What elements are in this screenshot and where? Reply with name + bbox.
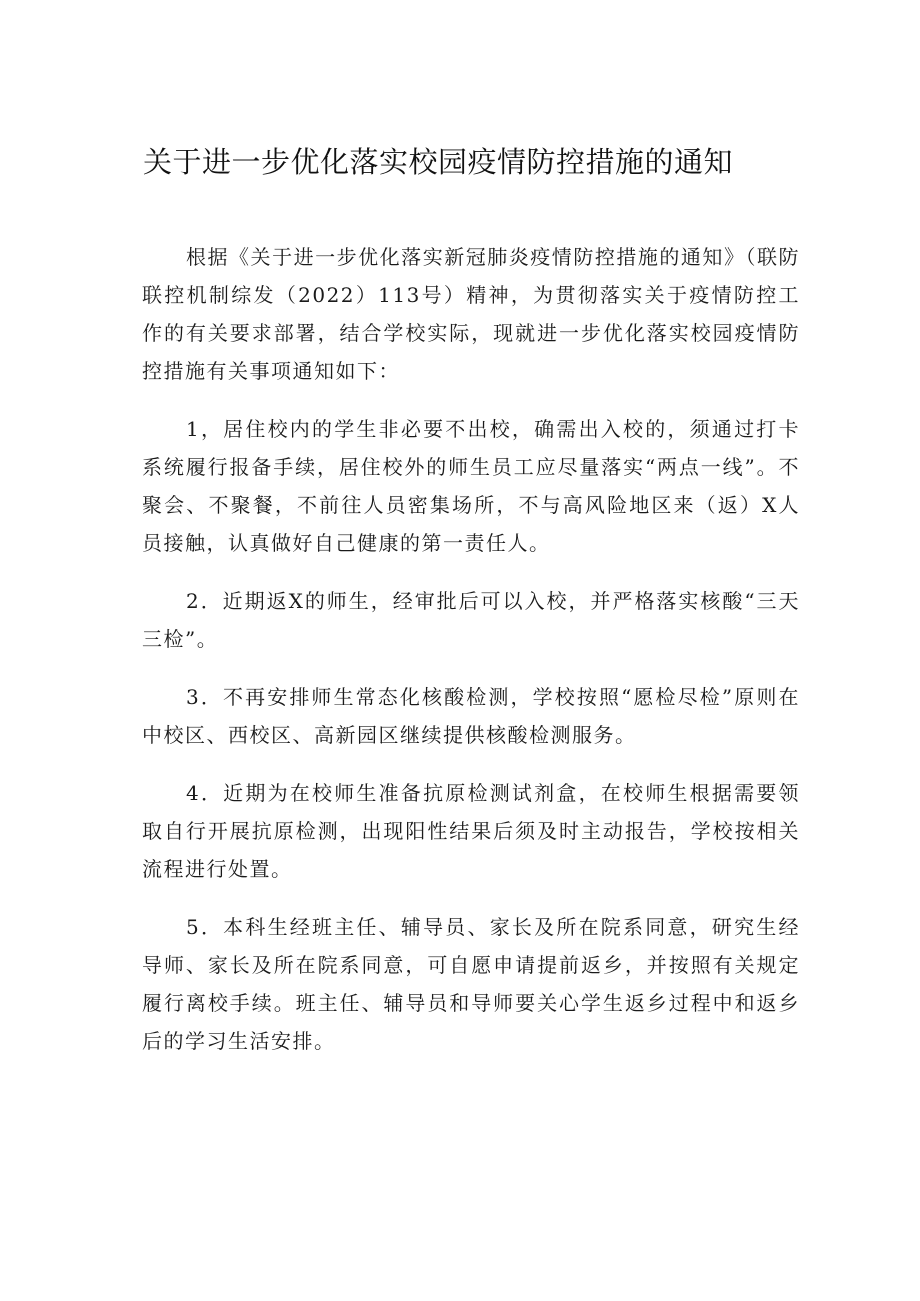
paragraph-item-1: 1，居住校内的学生非必要不出校，确需出入校的，须通过打卡系统履行报备手续，居住校外的师生员工应尽量落实“两点一线”。不聚会、不聚餐，不前往人员密集场所，不与高风险地区来（返）X人员接触，认真做好自己健康的第一责任人。 [142, 417, 800, 555]
paragraph-item-2: 2．近期返X的师生，经审批后可以入校，并严格落实核酸“三天三检”。 [142, 589, 800, 651]
paragraph-item-5: 5．本科生经班主任、辅导员、家长及所在院系同意，研究生经导师、家长及所在院系同意，可自愿申请提前返乡，并按照有关规定履行离校手续。班主任、辅导员和导师要关心学生返乡过程中和返乡后的学习生活安排。 [142, 915, 800, 1053]
paragraph-item-3: 3．不再安排师生常态化核酸检测，学校按照“愿检尽检”原则在中校区、西校区、高新园区继续提供核酸检测服务。 [142, 685, 800, 747]
document-title: 关于进一步优化落实校园疫情防控措施的通知 [143, 145, 734, 179]
paragraph-item-4: 4．近期为在校师生准备抗原检测试剂盒，在校师生根据需要领取自行开展抗原检测，出现阳性结果后须及时主动报告，学校按相关流程进行处置。 [142, 781, 800, 881]
paragraph-intro: 根据《关于进一步优化落实新冠肺炎疫情防控措施的通知》（联防联控机制综发（2022）113号）精神，为贯彻落实关于疫情防控工作的有关要求部署，结合学校实际，现就进一步优化落实校园疫情防控措施有关事项通知如下： [142, 245, 800, 383]
document-body [142, 238, 800, 1080]
